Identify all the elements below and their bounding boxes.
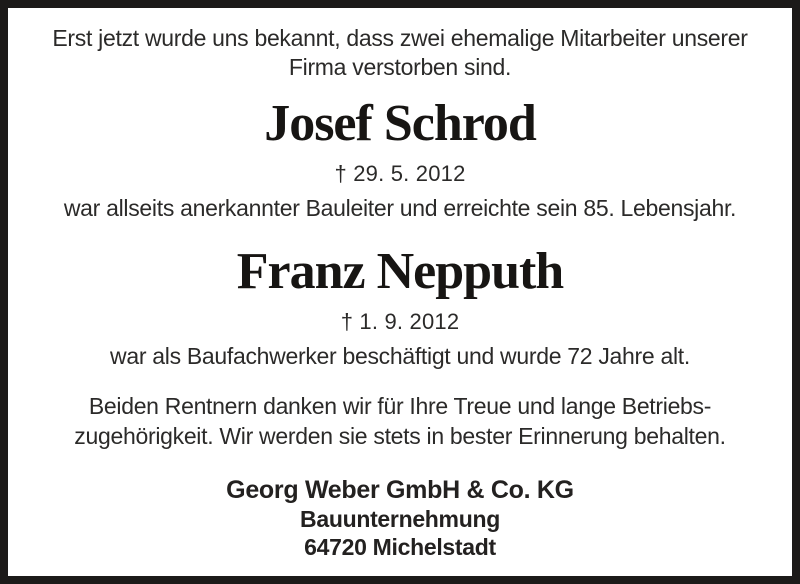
deceased-name-franz-nepputh: Franz Nepputh bbox=[236, 243, 564, 300]
deceased-name-josef-schrod: Josef Schrod bbox=[264, 95, 536, 152]
closing-line-1: Beiden Rentnern danken wir für Ihre Treue und lange Betriebs- bbox=[88, 393, 712, 419]
death-date-josef-schrod: † 29. 5. 2012 bbox=[334, 161, 466, 186]
company-type: Bauunternehmung bbox=[300, 506, 500, 532]
company-city: 64720 Michelstadt bbox=[304, 534, 496, 560]
deceased-description-franz-nepputh: war als Baufachwerker beschäftigt und wurde 72 Jahre alt. bbox=[110, 343, 690, 369]
intro-line-2: Firma verstorben sind. bbox=[288, 54, 512, 80]
closing-text bbox=[8, 391, 792, 451]
intro-line-1: Erst jetzt wurde uns bekannt, dass zwei ehemalige Mitarbeiter unserer bbox=[52, 25, 748, 51]
death-date-franz-nepputh: † 1. 9. 2012 bbox=[340, 309, 460, 334]
deceased-description-josef-schrod: war allseits anerkannter Bauleiter und erreichte sein 85. Lebensjahr. bbox=[63, 195, 737, 221]
company-name: Georg Weber GmbH & Co. KG bbox=[226, 476, 574, 504]
company-block bbox=[8, 476, 792, 561]
closing-line-2: zugehörigkeit. Wir werden sie stets in bester Erinnerung behalten. bbox=[74, 423, 726, 449]
intro-text bbox=[8, 24, 792, 82]
